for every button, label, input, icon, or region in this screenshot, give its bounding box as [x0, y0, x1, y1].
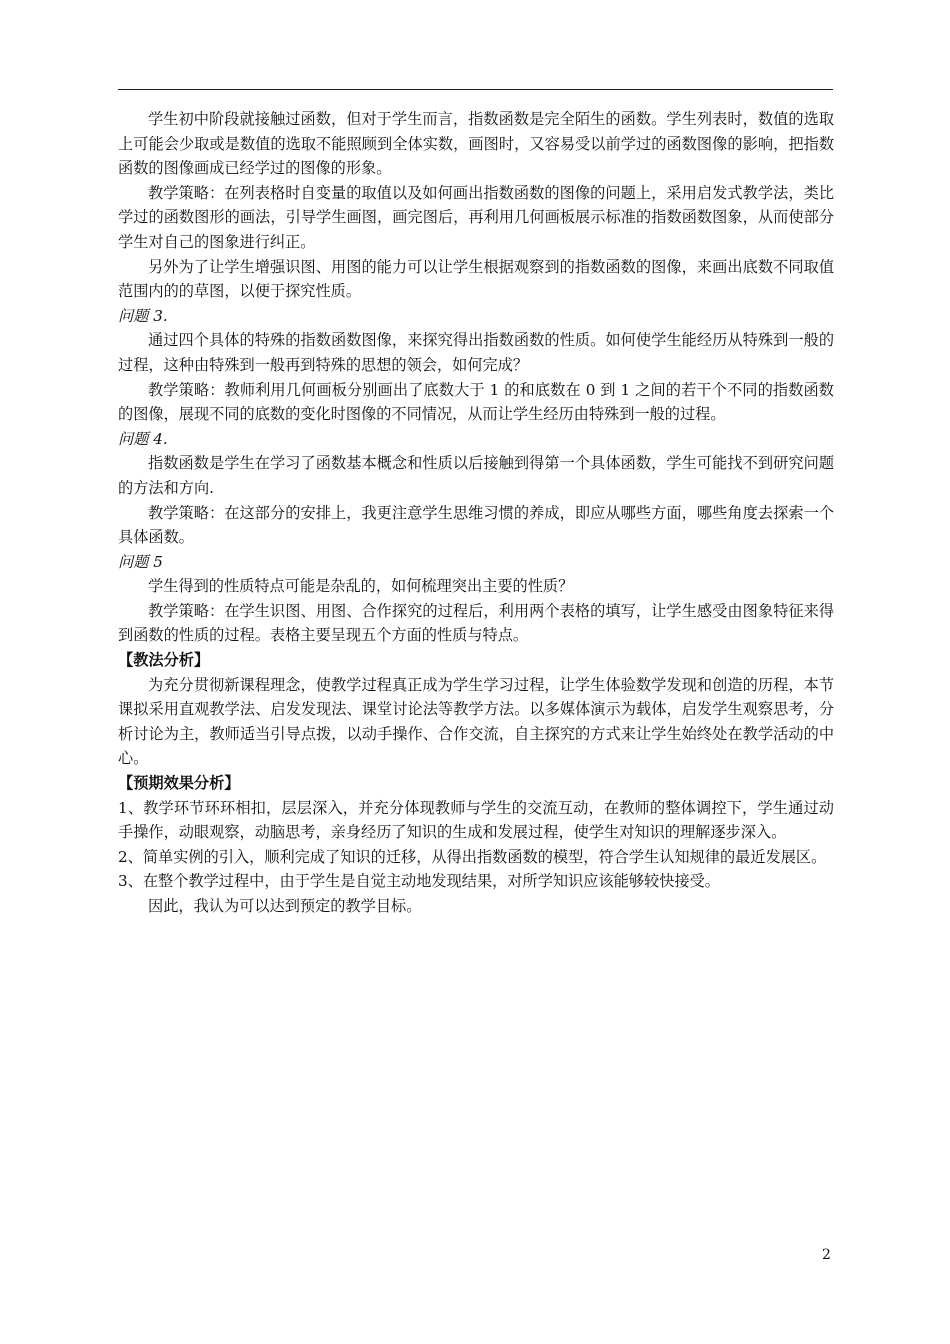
- question-3-heading: 问题 3.: [118, 306, 168, 325]
- header-rule: [118, 89, 833, 90]
- paragraph-question-3: 通过四个具体的特殊的指数函数图像，来探究得出指数函数的性质。如何使学生能经历从特殊到一般的过程，这种由特殊到一般再到特殊的思想的领会，如何完成？: [118, 331, 834, 374]
- list-item-effect-3: 3、在整个教学过程中，由于学生是自觉主动地发现结果，对所学知识应该能够较快接受。: [118, 872, 720, 891]
- question-5-heading: 问题 5: [118, 552, 163, 571]
- paragraph-question-4: 指数函数是学生在学习了函数基本概念和性质以后接触到得第一个具体函数，学生可能找不到研究问题的方法和方向.: [118, 454, 834, 497]
- paragraph-graph-reading: 另外为了让学生增强识图、用图的能力可以让学生根据观察到的指数函数的图像，来画出底数不同取值范围内的的草图，以便于探究性质。: [118, 257, 834, 301]
- document-body: [118, 107, 834, 919]
- section-heading-teaching-method: 【教法分析】: [118, 651, 210, 670]
- paragraph-strategy-question-5: 教学策略：在学生识图、用图、合作探究的过程后，利用两个表格的填写，让学生感受由图象特征来得到函数的性质的过程。表格主要呈现五个方面的性质与特点。: [118, 601, 834, 645]
- paragraph-teaching-method: 为充分贯彻新课程理念，使教学过程真正成为学生学习过程，让学生体验数学发现和创造的历程，本节课拟采用直观教学法、启发发现法、课堂讨论法等教学方法。以多媒体演示为载体，启发学生观察思考，分析讨论为主，教师适当引导点拨，以动手操作、合作交流，自主探究的方式来让学生始终处在教学活动的中心。: [118, 675, 834, 768]
- paragraph-conclusion: 因此，我认为可以达到预定的教学目标。: [148, 897, 422, 915]
- section-heading-expected-effect: 【预期效果分析】: [118, 774, 240, 793]
- list-item-effect-2: 2、简单实例的引入，顺利完成了知识的迁移，从得出指数函数的模型，符合学生认知规律的最近发展区。: [118, 847, 827, 866]
- paragraph-strategy-graphing: 教学策略：在列表格时自变量的取值以及如何画出指数函数的图像的问题上，采用启发式教学法，类比学过的函数图形的画法，引导学生画图，画完图后，再利用几何画板展示标准的指数函数图象，从而使部分学生对自己的图象进行纠正。: [118, 183, 834, 251]
- page-number: 2: [822, 1247, 831, 1263]
- question-4-heading: 问题 4.: [118, 429, 168, 448]
- paragraph-question-5: 学生得到的性质特点可能是杂乱的，如何梳理突出主要的性质？: [148, 577, 574, 596]
- paragraph-student-background: 学生初中阶段就接触过函数，但对于学生而言，指数函数是完全陌生的函数。学生列表时，数值的选取上可能会少取或是数值的选取不能照顾到全体实数，画图时，又容易受以前学过的函数图像的影响，把指数函数的图像画成已经学过的图像的形象。: [118, 110, 834, 178]
- list-item-effect-1: 1、教学环节环环相扣，层层深入，并充分体现教师与学生的交流互动，在教师的整体调控下，学生通过动手操作，动眼观察，动脑思考，亲身经历了知识的生成和发展过程，使学生对知识的理解逐步深入。: [118, 798, 834, 842]
- paragraph-strategy-question-4: 教学策略：在这部分的安排上，我更注意学生思维习惯的养成，即应从哪些方面，哪些角度去探索一个具体函数。: [118, 503, 834, 547]
- paragraph-strategy-question-3: 教学策略：教师利用几何画板分别画出了底数大于 1 的和底数在 0 到 1 之间的若干个不同的指数函数的图像，展现不同的底数的变化时图像的不同情况，从而让学生经历由特殊到一般的过程。: [118, 380, 834, 424]
